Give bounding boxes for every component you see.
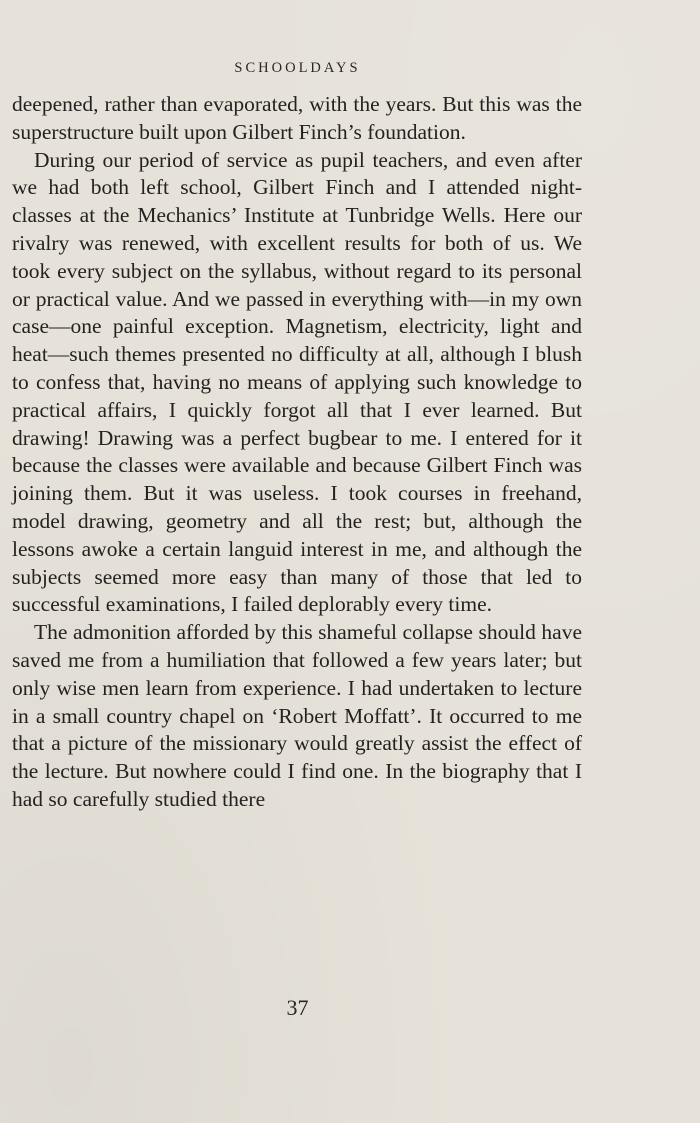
paragraph-night-classes: During our period of service as pupil teachers, and even after we had both left school, Gilbert Finch and I attended night-classes at the Mechanics’ Institute at Tunbridge Wells. Here our rivalry was renewed, with excellent results for both of us. We took every subject on the syllabus, without regard to its personal or practical value. And we passed in everything with—in my own case—one painful exception. Magnetism, electricity, light and heat—such themes presented no difficulty at all, although I blush to confess that, having no means of applying such knowledge to practical affairs, I quickly forgot all that I ever learned. But drawing! Drawing was a perfect bugbear to me. I entered for it because the classes were available and because Gilbert Finch was joining them. But it was useless. I took courses in freehand, model drawing, geometry and all the rest; but, although the lessons awoke a certain languid interest in me, and although the subjects seemed more easy than many of those that led to successful examinations, I failed deplorably every time. xyxy=(12,147,582,617)
paragraph-admonition: The admonition afforded by this shameful collapse should have saved me from a humiliation that followed a few years later; but only wise men learn from experience. I had undertaken to lecture in a small country chapel on ‘Robert Moffatt’. It occurred to me that a picture of the missionary would greatly assist the effect of the lecture. But nowhere could I find one. In the biography that I had so carefully studied there xyxy=(12,620,582,811)
page-number: 37 xyxy=(286,995,309,1020)
body-text xyxy=(12,91,582,814)
paragraph-continuation: deepened, rather than evaporated, with the years. But this was the superstructure built upon Gilbert Finch’s foundation. xyxy=(12,92,582,144)
running-head: SCHOOLDAYS xyxy=(234,60,361,76)
